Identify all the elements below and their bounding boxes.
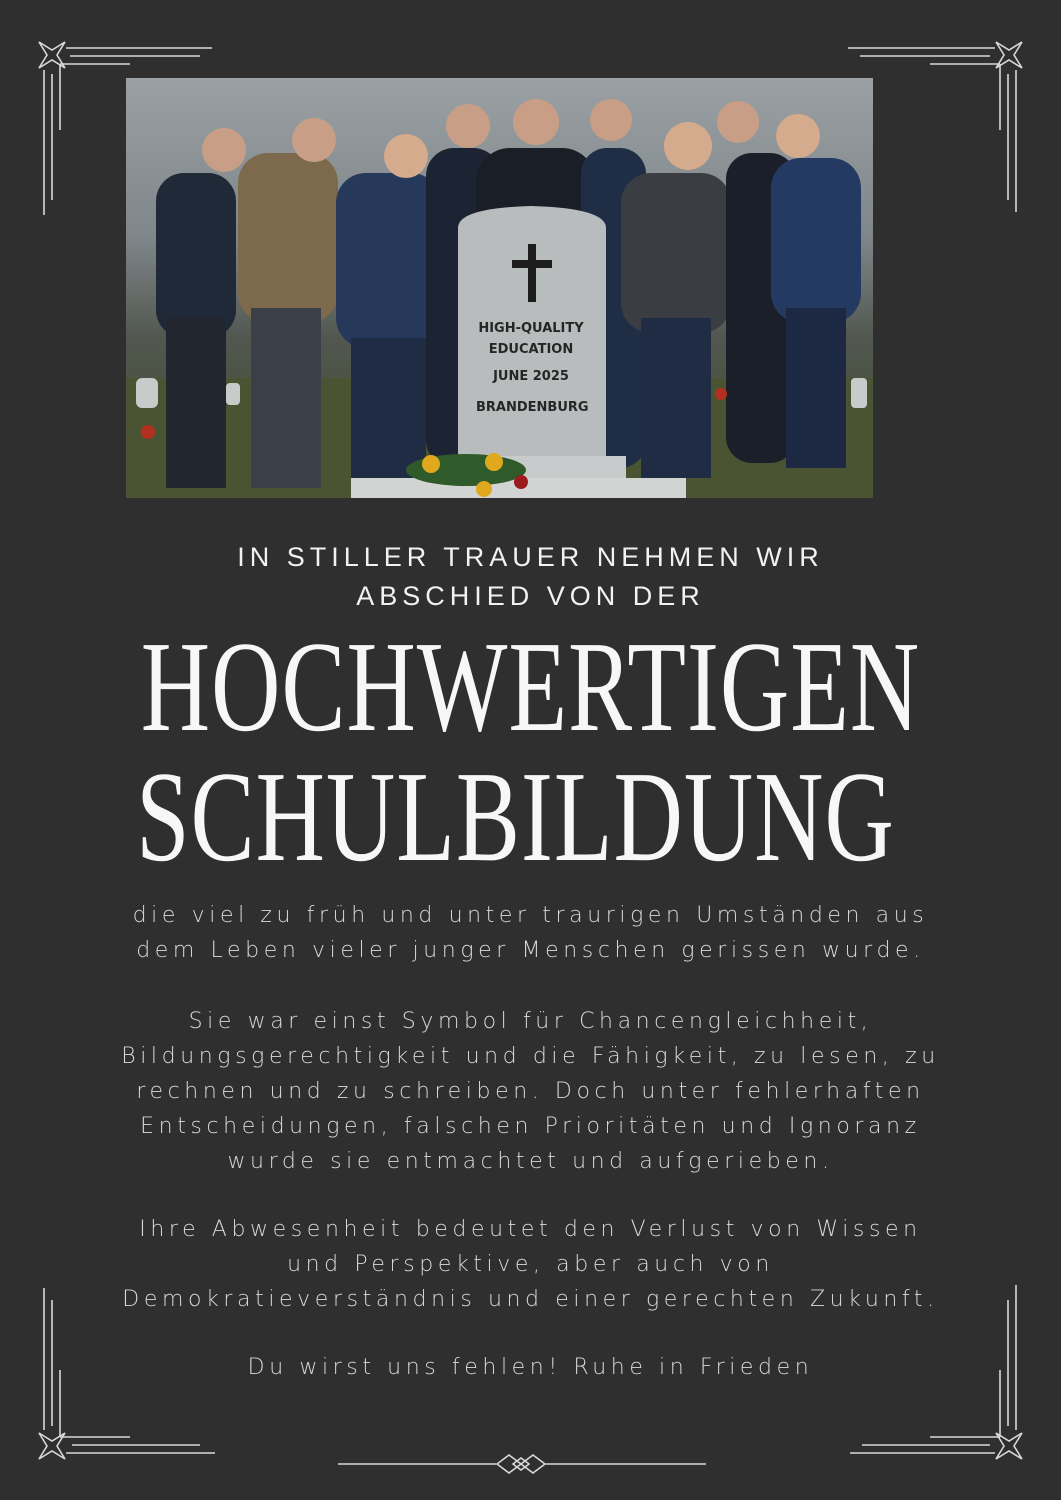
memorial-photo (126, 78, 873, 498)
paragraph-line: Bildungsgerechtigkeit und die Fähigkeit, zu lesen, zu (121, 1044, 940, 1069)
paragraph-line: und Perspektive, aber auch von (287, 1252, 774, 1277)
intro-line: IN STILLER TRAUER NEHMEN WIR (237, 542, 824, 572)
closing-line: Du wirst uns fehlen! Ruhe in Frieden (247, 1355, 814, 1380)
paragraph-line: dem Leben vieler junger Menschen gerissen wurde. (136, 938, 925, 963)
headline-line-1: HOCHWERTIGEN (140, 613, 921, 759)
paragraph-line: wurde sie entmachtet und aufgerieben. (227, 1149, 834, 1174)
headline-line-2: SCHULBILDUNG (136, 743, 895, 889)
paragraph-line: Sie war einst Symbol für Chancengleichheit, (188, 1009, 873, 1034)
paragraph-line: die viel zu früh und unter traurigen Umständen aus (132, 903, 929, 928)
intro-text (0, 538, 1061, 616)
tombstone-line: JUNE 2025 (493, 369, 569, 384)
intro-line: ABSCHIED VON DER (356, 581, 705, 611)
paragraph-3 (50, 1212, 1011, 1317)
tombstone-line: BRANDENBURG (476, 400, 589, 415)
tombstone-inscription (476, 318, 589, 418)
paragraph-line: rechnen und zu schreiben. Doch unter fehlerhaften (136, 1079, 925, 1104)
paragraph-1 (50, 898, 1011, 968)
tombstone-line: EDUCATION (488, 342, 574, 357)
mourners-illustration (126, 78, 873, 498)
paragraph-line: Demokratieverständnis und einer gerechten Zukunft. (122, 1287, 939, 1312)
tombstone-line: HIGH-QUALITY (478, 321, 584, 336)
paragraph-2 (50, 1004, 1011, 1179)
paragraph-line: Entscheidungen, falschen Prioritäten und Ignoranz (140, 1114, 921, 1139)
paragraph-line: Ihre Abwesenheit bedeutet den Verlust von Wissen (139, 1217, 922, 1242)
